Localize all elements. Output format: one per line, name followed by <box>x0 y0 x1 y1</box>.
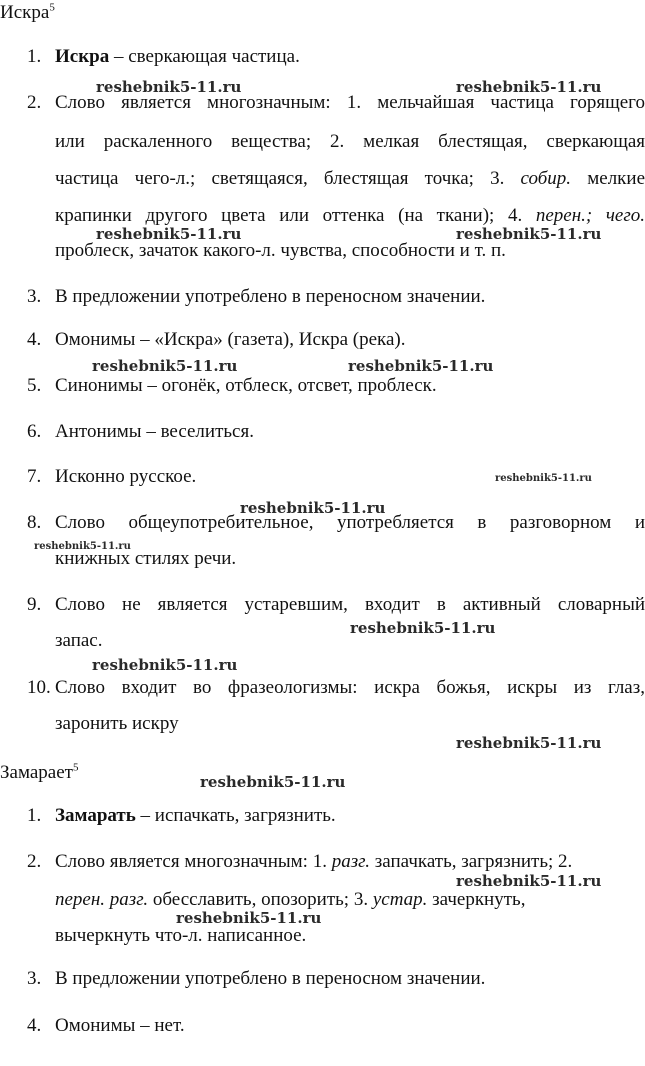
watermark: reshebnik5-11.ru <box>456 734 602 752</box>
item-text-line: Слово общеупотребительное, употребляется в разговорном и <box>55 512 645 533</box>
item-number: 7. <box>27 466 42 487</box>
item-number: 8. <box>27 512 42 533</box>
watermark: reshebnik5-11.ru <box>96 225 242 243</box>
item-text: Омонимы – «Искра» (газета), Искра (река). <box>55 329 406 350</box>
item-number: 5. <box>27 375 42 396</box>
item-text: Искра – сверкающая частица. <box>55 46 300 67</box>
watermark: reshebnik5-11.ru <box>348 357 494 375</box>
item-text-line: заронить искру <box>55 713 179 734</box>
term: Замарать <box>55 805 136 826</box>
term: Искра <box>55 46 110 67</box>
item-text: Омонимы – нет. <box>55 1015 185 1036</box>
item-text: В предложении употреблено в переносном значении. <box>55 286 486 307</box>
item-number: 3. <box>27 968 42 989</box>
item-text-line: Слово входит во фразеологизмы: искра божья, искры из глаз, <box>55 677 645 698</box>
item-text-line: вычеркнуть что-л. написанное. <box>55 925 307 946</box>
item-number: 2. <box>27 92 42 113</box>
watermark: reshebnik5-11.ru <box>240 499 386 517</box>
item-text-line: книжных стилях речи. <box>55 548 237 569</box>
item-number: 6. <box>27 421 42 442</box>
watermark: reshebnik5-11.ru <box>34 541 131 552</box>
item-text-line: Слово не является устаревшим, входит в активный словарный <box>55 594 645 615</box>
item-text-line: крапинки другого цвета или оттенка (на ткани); 4. перен.; чего. <box>55 205 645 226</box>
item-text-line: частица чего-л.; светящаяся, блестящая точка; 3. собир. мелкие <box>55 168 645 189</box>
item-number: 4. <box>27 1015 42 1036</box>
item-text-line: запас. <box>55 630 103 651</box>
item-text: Антонимы – веселиться. <box>55 421 254 442</box>
watermark: reshebnik5-11.ru <box>350 619 496 637</box>
item-number: 3. <box>27 286 42 307</box>
section-title-iskra: Искра$^5$ <box>0 1 55 23</box>
watermark: reshebnik5-11.ru <box>200 773 346 791</box>
watermark: reshebnik5-11.ru <box>92 357 238 375</box>
item-number: 4. <box>27 329 42 350</box>
watermark: reshebnik5-11.ru <box>456 78 602 96</box>
section-title-zamaraet: Замарает$^5$ <box>0 761 79 783</box>
item-text: Исконно русское. <box>55 466 197 487</box>
item-number: 1. <box>27 805 42 826</box>
item-number: 2. <box>27 851 42 872</box>
watermark: reshebnik5-11.ru <box>96 78 242 96</box>
watermark: reshebnik5-11.ru <box>495 473 592 484</box>
item-text-line: Слово является многозначным: 1. мельчайшая частица горящего <box>55 92 645 113</box>
item-number: 9. <box>27 594 42 615</box>
item-text-line: перен. разг. обесславить, опозорить; 3. устар. зачеркнуть, <box>55 889 526 910</box>
item-text-line: или раскаленного вещества; 2. мелкая блестящая, сверкающая <box>55 131 645 152</box>
item-text-line: проблеск, зачаток какого-л. чувства, способности и т. п. <box>55 240 506 261</box>
item-text: Синонимы – огонёк, отблеск, отсвет, проблеск. <box>55 375 437 396</box>
watermark: reshebnik5-11.ru <box>92 656 238 674</box>
item-text-line: Слово является многозначным: 1. разг. запачкать, загрязнить; 2. <box>55 851 573 872</box>
item-number: 1. <box>27 46 42 67</box>
watermark: reshebnik5-11.ru <box>456 872 602 890</box>
watermark: reshebnik5-11.ru <box>456 225 602 243</box>
item-text: Замарать – испачкать, загрязнить. <box>55 805 336 826</box>
item-number: 10. <box>27 677 51 698</box>
item-text: В предложении употреблено в переносном значении. <box>55 968 486 989</box>
watermark: reshebnik5-11.ru <box>176 909 322 927</box>
